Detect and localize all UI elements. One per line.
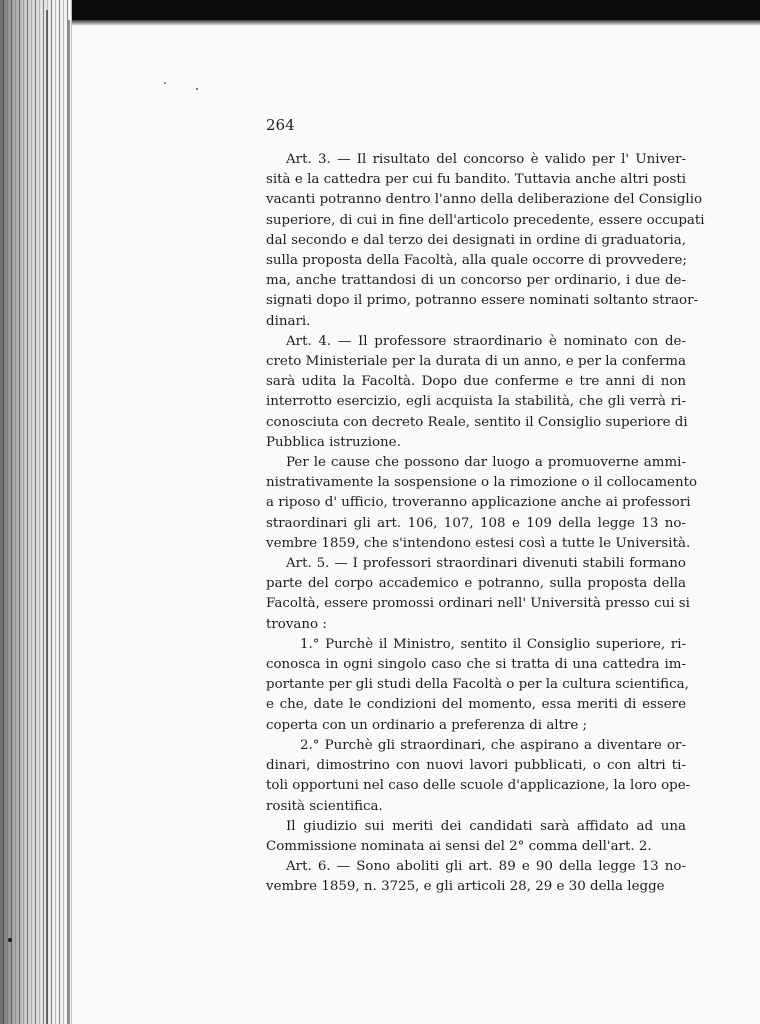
text-line: toli opportuni nel caso delle scuole d'applicazione, la loro ope- xyxy=(266,778,691,794)
text-line: dinari, dimostrino con nuovi lavori pubblicati, o con altri ti- xyxy=(266,758,686,774)
ink-speck xyxy=(8,938,12,942)
text-line: vembre 1859, che s'intendono estesi così a tutte le Università. xyxy=(266,535,691,551)
text-line: sarà udita la Facoltà. Dopo due conferme e tre anni di non xyxy=(266,374,686,390)
scan-top-border xyxy=(0,0,760,20)
text-line: 1.° Purchè il Ministro, sentito il Consiglio superiore, ri- xyxy=(300,636,686,652)
text-line: trovano : xyxy=(266,616,327,632)
text-line: interrotto esercizio, egli acquista la stabilità, che gli verrà ri- xyxy=(266,394,686,410)
text-line: 2.° Purchè gli straordinari, che aspirano a diventare or- xyxy=(300,737,686,753)
text-line: a riposo d' ufficio, troveranno applicazione anche ai professori xyxy=(266,495,691,511)
text-line: dal secondo e dal terzo dei designati in ordine di graduatoria, xyxy=(266,232,687,248)
paragraph xyxy=(266,453,698,554)
article-paragraph xyxy=(266,857,686,897)
article-paragraph xyxy=(266,150,705,332)
scan-top-shadow xyxy=(40,20,760,26)
ink-speck xyxy=(164,82,166,84)
text-line: vembre 1859, n. 3725, e gli articoli 28, 29 e 30 della legge xyxy=(266,879,665,895)
text-line: Pubblica istruzione. xyxy=(266,434,401,450)
binding-stitch-line xyxy=(46,10,48,1024)
text-line: Art. 5. — I professori straordinari divenuti stabili formano xyxy=(286,556,686,572)
list-item xyxy=(266,635,689,736)
text-line: creto Ministeriale per la durata di un anno, e per la conferma xyxy=(266,354,686,370)
text-line: signati dopo il primo, potranno essere nominati soltanto straor- xyxy=(266,293,698,309)
text-line: nistrativamente la sospensione o la rimozione o il collocamento xyxy=(266,475,698,491)
text-line: Art. 3. — Il risultato del concorso è valido per l' Univer- xyxy=(286,152,686,167)
text-line: Per le cause che possono dar luogo a promuoverne ammi- xyxy=(286,455,686,471)
body-text xyxy=(266,150,705,898)
text-line: Il giudizio sui meriti dei candidati sarà affidato ad una xyxy=(286,818,686,834)
text-line: portante per gli studi della Facoltà o per la cultura scientifica, xyxy=(266,677,689,693)
text-line: Commissione nominata ai sensi del 2° comma dell'art. 2. xyxy=(266,838,652,854)
page-number: 264 xyxy=(266,116,295,134)
text-line: sità e la cattedra per cui fu bandito. Tuttavia anche altri posti xyxy=(266,172,686,188)
list-item xyxy=(266,736,691,817)
text-line: Facoltà, essere promossi ordinari nell' Università presso cui si xyxy=(266,596,690,612)
text-line: conosciuta con decreto Reale, sentito il Consiglio superiore di xyxy=(266,414,688,430)
text-line: vacanti potranno dentro l'anno della deliberazione del Consiglio xyxy=(266,192,703,208)
text-line: parte del corpo accademico e potranno, sulla proposta della xyxy=(266,576,686,592)
ink-speck xyxy=(196,88,198,90)
text-line: rosità scientifica. xyxy=(266,798,383,814)
page-gutter-line xyxy=(68,20,70,1024)
text-line: sulla proposta della Facoltà, alla quale occorre di provvedere; xyxy=(266,253,687,269)
text-line: conosca in ogni singolo caso che si tratta di una cattedra im- xyxy=(266,657,686,673)
text-line: straordinari gli art. 106, 107, 108 e 109 della legge 13 no- xyxy=(266,515,686,531)
book-binding-edge xyxy=(0,0,72,1024)
text-line: Art. 4. — Il professore straordinario è nominato con de- xyxy=(286,333,686,349)
text-line: ma, anche trattandosi di un concorso per ordinario, i due de- xyxy=(266,273,686,289)
article-paragraph xyxy=(266,554,690,635)
text-line: coperta con un ordinario a preferenza di altre ; xyxy=(266,717,588,733)
text-line: dinari. xyxy=(266,313,311,329)
text-line: Art. 6. — Sono aboliti gli art. 89 e 90 della legge 13 no- xyxy=(286,859,686,875)
text-line: e che, date le condizioni del momento, essa meriti di essere xyxy=(266,697,686,713)
text-line: superiore, di cui in fine dell'articolo precedente, essere occupati xyxy=(266,212,705,228)
article-paragraph xyxy=(266,332,686,453)
paragraph xyxy=(266,817,686,857)
